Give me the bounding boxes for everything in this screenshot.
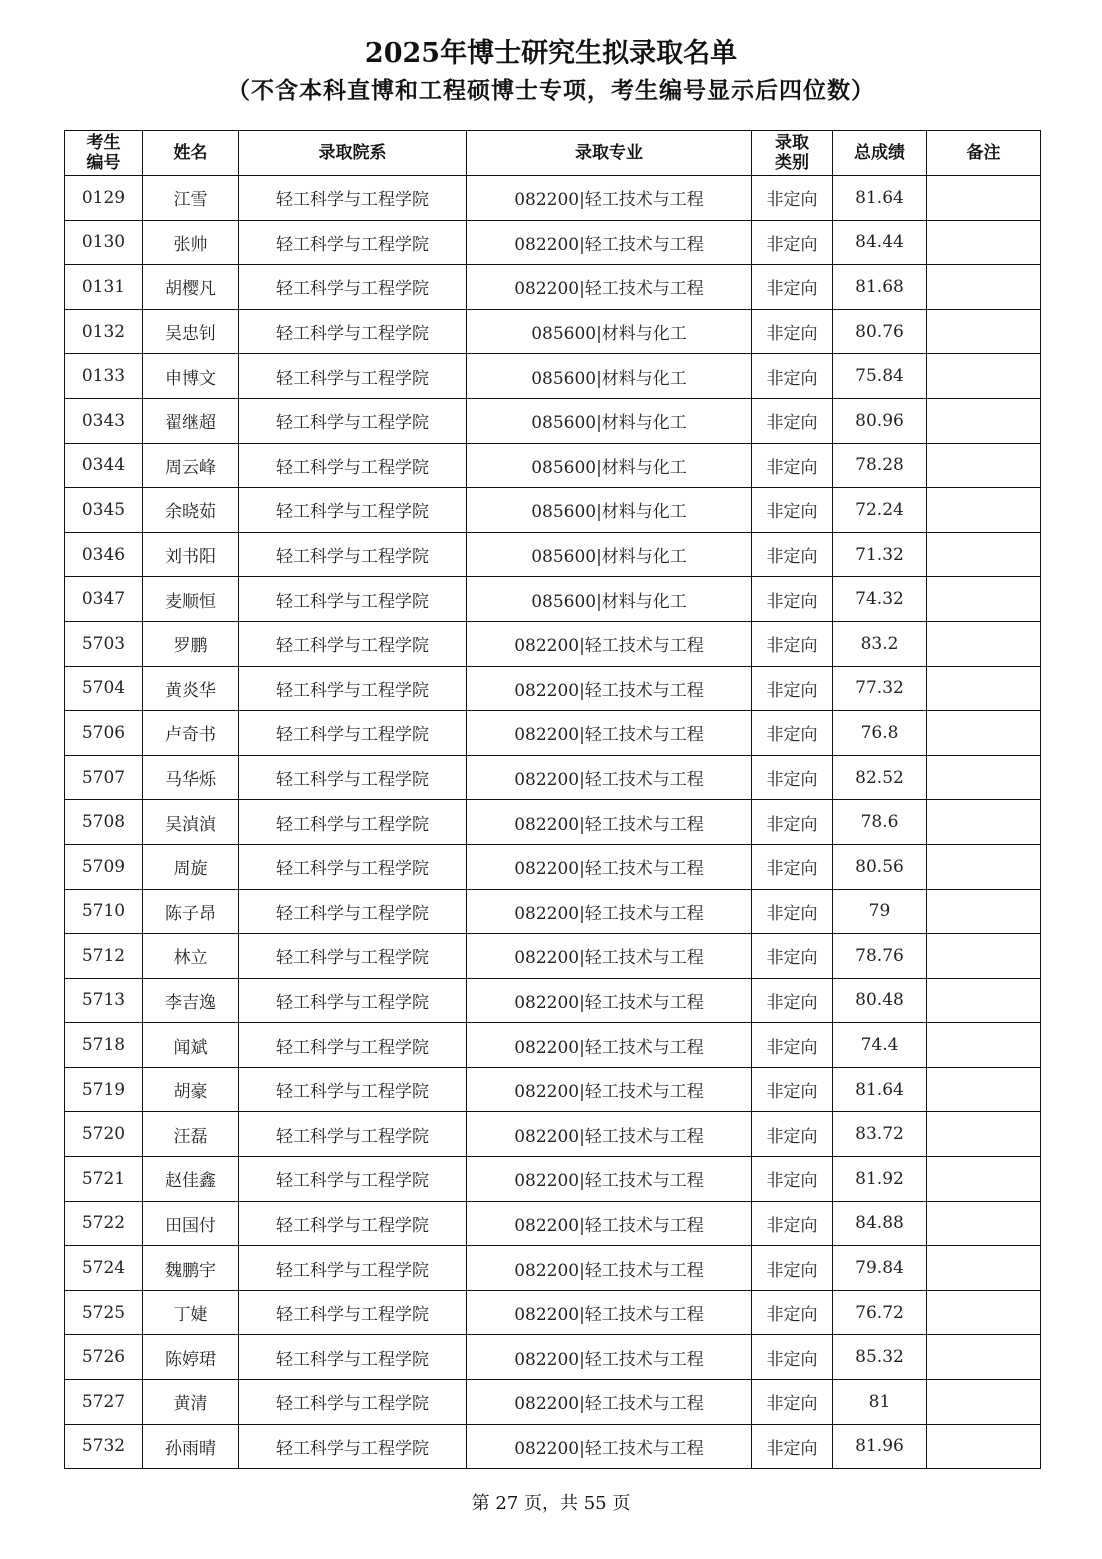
total-score-cell: 80.56	[833, 844, 927, 889]
name-cell: 丁婕	[143, 1290, 239, 1335]
category-cell: 非定向	[752, 488, 833, 533]
column-header-total-score: 总成绩	[833, 131, 927, 176]
table-row	[65, 844, 1041, 889]
name-cell: 赵佳鑫	[143, 1157, 239, 1202]
category-cell: 非定向	[752, 755, 833, 800]
department-cell: 轻工科学与工程学院	[239, 844, 467, 889]
candidate-id-cell: 5706	[65, 711, 143, 756]
department-cell: 轻工科学与工程学院	[239, 1290, 467, 1335]
total-score-cell: 77.32	[833, 666, 927, 711]
table-row	[65, 800, 1041, 845]
department-cell: 轻工科学与工程学院	[239, 532, 467, 577]
category-cell: 非定向	[752, 1157, 833, 1202]
category-cell: 非定向	[752, 844, 833, 889]
total-score-cell: 81.64	[833, 176, 927, 221]
name-cell: 马华烁	[143, 755, 239, 800]
table-row	[65, 1201, 1041, 1246]
category-cell: 非定向	[752, 978, 833, 1023]
name-cell: 江雪	[143, 176, 239, 221]
name-cell: 罗鹏	[143, 621, 239, 666]
category-cell: 非定向	[752, 1201, 833, 1246]
table-row	[65, 220, 1041, 265]
total-score-cell: 81.64	[833, 1067, 927, 1112]
remarks-cell	[927, 488, 1041, 533]
total-score-cell: 74.4	[833, 1023, 927, 1068]
category-cell: 非定向	[752, 1290, 833, 1335]
candidate-id-cell: 0347	[65, 577, 143, 622]
remarks-cell	[927, 666, 1041, 711]
total-score-cell: 75.84	[833, 354, 927, 399]
name-cell: 张帅	[143, 220, 239, 265]
total-score-cell: 79	[833, 889, 927, 934]
category-cell: 非定向	[752, 176, 833, 221]
total-score-cell: 81.68	[833, 265, 927, 310]
category-cell: 非定向	[752, 220, 833, 265]
total-score-cell: 74.32	[833, 577, 927, 622]
department-cell: 轻工科学与工程学院	[239, 1424, 467, 1469]
candidate-id-cell: 5724	[65, 1246, 143, 1291]
total-score-cell: 81	[833, 1380, 927, 1425]
remarks-cell	[927, 978, 1041, 1023]
remarks-cell	[927, 1067, 1041, 1112]
remarks-cell	[927, 1424, 1041, 1469]
table-row	[65, 1380, 1041, 1425]
candidate-id-cell: 0345	[65, 488, 143, 533]
total-score-cell: 82.52	[833, 755, 927, 800]
department-cell: 轻工科学与工程学院	[239, 1335, 467, 1380]
page-footer: 第 27 页，共 55 页	[471, 1493, 631, 1514]
table-row	[65, 176, 1041, 221]
department-cell: 轻工科学与工程学院	[239, 220, 467, 265]
category-cell: 非定向	[752, 711, 833, 756]
category-cell: 非定向	[752, 1023, 833, 1068]
total-score-cell: 78.6	[833, 800, 927, 845]
department-cell: 轻工科学与工程学院	[239, 1023, 467, 1068]
department-cell: 轻工科学与工程学院	[239, 265, 467, 310]
category-cell: 非定向	[752, 1112, 833, 1157]
category-cell: 非定向	[752, 621, 833, 666]
department-cell: 轻工科学与工程学院	[239, 398, 467, 443]
name-cell: 翟继超	[143, 398, 239, 443]
department-cell: 轻工科学与工程学院	[239, 1380, 467, 1425]
total-score-cell: 71.32	[833, 532, 927, 577]
table-row	[65, 1335, 1041, 1380]
total-score-cell: 84.88	[833, 1201, 927, 1246]
page-subtitle: （不含本科直博和工程硕博士专项，考生编号显示后四位数）	[227, 77, 875, 104]
table-row	[65, 978, 1041, 1023]
name-cell: 林立	[143, 934, 239, 979]
department-cell: 轻工科学与工程学院	[239, 711, 467, 756]
total-score-cell: 78.76	[833, 934, 927, 979]
name-cell: 陈子昂	[143, 889, 239, 934]
department-cell: 轻工科学与工程学院	[239, 488, 467, 533]
department-cell: 轻工科学与工程学院	[239, 755, 467, 800]
name-cell: 余晓茹	[143, 488, 239, 533]
table-row	[65, 755, 1041, 800]
major-cell: 082200|轻工技术与工程	[467, 934, 752, 979]
candidate-id-cell: 5721	[65, 1157, 143, 1202]
candidate-id-cell: 5719	[65, 1067, 143, 1112]
table-row	[65, 1023, 1041, 1068]
major-cell: 082200|轻工技术与工程	[467, 176, 752, 221]
department-cell: 轻工科学与工程学院	[239, 443, 467, 488]
candidate-id-cell: 0131	[65, 265, 143, 310]
column-header-major: 录取专业	[467, 131, 752, 176]
remarks-cell	[927, 755, 1041, 800]
table-row	[65, 1067, 1041, 1112]
remarks-cell	[927, 265, 1041, 310]
column-header-department: 录取院系	[239, 131, 467, 176]
total-score-cell: 76.8	[833, 711, 927, 756]
table-row	[65, 577, 1041, 622]
remarks-cell	[927, 711, 1041, 756]
category-cell: 非定向	[752, 1067, 833, 1112]
candidate-id-cell: 5726	[65, 1335, 143, 1380]
major-cell: 082200|轻工技术与工程	[467, 889, 752, 934]
candidate-id-cell: 0129	[65, 176, 143, 221]
major-cell: 082200|轻工技术与工程	[467, 1380, 752, 1425]
major-cell: 082200|轻工技术与工程	[467, 1246, 752, 1291]
total-score-cell: 80.96	[833, 398, 927, 443]
table-row	[65, 1246, 1041, 1291]
table-row	[65, 934, 1041, 979]
category-cell: 非定向	[752, 309, 833, 354]
candidate-id-cell: 0133	[65, 354, 143, 399]
table-row	[65, 354, 1041, 399]
name-cell: 胡豪	[143, 1067, 239, 1112]
department-cell: 轻工科学与工程学院	[239, 1112, 467, 1157]
category-cell: 非定向	[752, 265, 833, 310]
major-cell: 082200|轻工技术与工程	[467, 220, 752, 265]
major-cell: 085600|材料与化工	[467, 309, 752, 354]
admission-table	[64, 130, 1041, 1469]
name-cell: 汪磊	[143, 1112, 239, 1157]
candidate-id-cell: 5727	[65, 1380, 143, 1425]
major-cell: 082200|轻工技术与工程	[467, 1067, 752, 1112]
category-cell: 非定向	[752, 1424, 833, 1469]
total-score-cell: 80.48	[833, 978, 927, 1023]
department-cell: 轻工科学与工程学院	[239, 577, 467, 622]
category-cell: 非定向	[752, 1380, 833, 1425]
candidate-id-cell: 5709	[65, 844, 143, 889]
table-row	[65, 1112, 1041, 1157]
department-cell: 轻工科学与工程学院	[239, 621, 467, 666]
name-cell: 胡樱凡	[143, 265, 239, 310]
name-cell: 周旋	[143, 844, 239, 889]
remarks-cell	[927, 176, 1041, 221]
category-cell: 非定向	[752, 354, 833, 399]
name-cell: 孙雨晴	[143, 1424, 239, 1469]
category-cell: 非定向	[752, 1246, 833, 1291]
department-cell: 轻工科学与工程学院	[239, 1201, 467, 1246]
category-cell: 非定向	[752, 934, 833, 979]
total-score-cell: 78.28	[833, 443, 927, 488]
candidate-id-cell: 5703	[65, 621, 143, 666]
name-cell: 卢奇书	[143, 711, 239, 756]
name-cell: 陈婷珺	[143, 1335, 239, 1380]
column-header-category: 录取 类别	[752, 131, 833, 176]
major-cell: 082200|轻工技术与工程	[467, 1290, 752, 1335]
candidate-id-cell: 0130	[65, 220, 143, 265]
table-row	[65, 621, 1041, 666]
total-score-cell: 83.72	[833, 1112, 927, 1157]
major-cell: 082200|轻工技术与工程	[467, 711, 752, 756]
name-cell: 刘书阳	[143, 532, 239, 577]
department-cell: 轻工科学与工程学院	[239, 1246, 467, 1291]
remarks-cell	[927, 1335, 1041, 1380]
table-row	[65, 443, 1041, 488]
major-cell: 082200|轻工技术与工程	[467, 1201, 752, 1246]
total-score-cell: 76.72	[833, 1290, 927, 1335]
department-cell: 轻工科学与工程学院	[239, 800, 467, 845]
remarks-cell	[927, 220, 1041, 265]
category-cell: 非定向	[752, 800, 833, 845]
table-row	[65, 398, 1041, 443]
table-row	[65, 666, 1041, 711]
candidate-id-cell: 0346	[65, 532, 143, 577]
candidate-id-cell: 5732	[65, 1424, 143, 1469]
column-header-candidate-id: 考生 编号	[65, 131, 143, 176]
table-row	[65, 265, 1041, 310]
category-cell: 非定向	[752, 532, 833, 577]
name-cell: 吴湞湞	[143, 800, 239, 845]
remarks-cell	[927, 1112, 1041, 1157]
candidate-id-cell: 5712	[65, 934, 143, 979]
name-cell: 申博文	[143, 354, 239, 399]
remarks-cell	[927, 1023, 1041, 1068]
table-row	[65, 1157, 1041, 1202]
major-cell: 082200|轻工技术与工程	[467, 1112, 752, 1157]
candidate-id-cell: 5713	[65, 978, 143, 1023]
candidate-id-cell: 5708	[65, 800, 143, 845]
major-cell: 085600|材料与化工	[467, 577, 752, 622]
remarks-cell	[927, 398, 1041, 443]
total-score-cell: 85.32	[833, 1335, 927, 1380]
department-cell: 轻工科学与工程学院	[239, 176, 467, 221]
total-score-cell: 84.44	[833, 220, 927, 265]
remarks-cell	[927, 1246, 1041, 1291]
category-cell: 非定向	[752, 889, 833, 934]
remarks-cell	[927, 844, 1041, 889]
remarks-cell	[927, 1157, 1041, 1202]
department-cell: 轻工科学与工程学院	[239, 1067, 467, 1112]
table-header-row	[65, 131, 1041, 176]
table-row	[65, 711, 1041, 756]
column-header-remarks: 备注	[927, 131, 1041, 176]
category-cell: 非定向	[752, 666, 833, 711]
department-cell: 轻工科学与工程学院	[239, 934, 467, 979]
total-score-cell: 83.2	[833, 621, 927, 666]
name-cell: 周云峰	[143, 443, 239, 488]
major-cell: 082200|轻工技术与工程	[467, 1023, 752, 1068]
table-row	[65, 309, 1041, 354]
total-score-cell: 81.96	[833, 1424, 927, 1469]
major-cell: 085600|材料与化工	[467, 532, 752, 577]
major-cell: 085600|材料与化工	[467, 398, 752, 443]
major-cell: 082200|轻工技术与工程	[467, 844, 752, 889]
total-score-cell: 79.84	[833, 1246, 927, 1291]
name-cell: 黄清	[143, 1380, 239, 1425]
department-cell: 轻工科学与工程学院	[239, 978, 467, 1023]
category-cell: 非定向	[752, 398, 833, 443]
candidate-id-cell: 5704	[65, 666, 143, 711]
column-header-name: 姓名	[143, 131, 239, 176]
remarks-cell	[927, 621, 1041, 666]
candidate-id-cell: 0343	[65, 398, 143, 443]
major-cell: 082200|轻工技术与工程	[467, 621, 752, 666]
remarks-cell	[927, 1290, 1041, 1335]
major-cell: 082200|轻工技术与工程	[467, 755, 752, 800]
total-score-cell: 80.76	[833, 309, 927, 354]
candidate-id-cell: 5725	[65, 1290, 143, 1335]
department-cell: 轻工科学与工程学院	[239, 889, 467, 934]
remarks-cell	[927, 443, 1041, 488]
name-cell: 黄炎华	[143, 666, 239, 711]
candidate-id-cell: 5707	[65, 755, 143, 800]
table-row	[65, 532, 1041, 577]
candidate-id-cell: 0344	[65, 443, 143, 488]
remarks-cell	[927, 532, 1041, 577]
table-row	[65, 1424, 1041, 1469]
table-row	[65, 488, 1041, 533]
candidate-id-cell: 0132	[65, 309, 143, 354]
category-cell: 非定向	[752, 1335, 833, 1380]
category-cell: 非定向	[752, 443, 833, 488]
major-cell: 082200|轻工技术与工程	[467, 265, 752, 310]
name-cell: 魏鹏宇	[143, 1246, 239, 1291]
department-cell: 轻工科学与工程学院	[239, 666, 467, 711]
total-score-cell: 72.24	[833, 488, 927, 533]
major-cell: 085600|材料与化工	[467, 443, 752, 488]
name-cell: 田国付	[143, 1201, 239, 1246]
remarks-cell	[927, 800, 1041, 845]
remarks-cell	[927, 577, 1041, 622]
major-cell: 082200|轻工技术与工程	[467, 978, 752, 1023]
major-cell: 082200|轻工技术与工程	[467, 666, 752, 711]
name-cell: 麦顺恒	[143, 577, 239, 622]
candidate-id-cell: 5718	[65, 1023, 143, 1068]
remarks-cell	[927, 354, 1041, 399]
major-cell: 082200|轻工技术与工程	[467, 800, 752, 845]
candidate-id-cell: 5720	[65, 1112, 143, 1157]
major-cell: 082200|轻工技术与工程	[467, 1424, 752, 1469]
table-row	[65, 889, 1041, 934]
department-cell: 轻工科学与工程学院	[239, 354, 467, 399]
major-cell: 085600|材料与化工	[467, 354, 752, 399]
remarks-cell	[927, 309, 1041, 354]
name-cell: 吴忠钊	[143, 309, 239, 354]
name-cell: 闻斌	[143, 1023, 239, 1068]
table-row	[65, 1290, 1041, 1335]
candidate-id-cell: 5710	[65, 889, 143, 934]
page-title: 2025年博士研究生拟录取名单	[364, 38, 738, 69]
department-cell: 轻工科学与工程学院	[239, 1157, 467, 1202]
remarks-cell	[927, 889, 1041, 934]
remarks-cell	[927, 1380, 1041, 1425]
department-cell: 轻工科学与工程学院	[239, 309, 467, 354]
major-cell: 082200|轻工技术与工程	[467, 1335, 752, 1380]
candidate-id-cell: 5722	[65, 1201, 143, 1246]
major-cell: 085600|材料与化工	[467, 488, 752, 533]
category-cell: 非定向	[752, 577, 833, 622]
major-cell: 082200|轻工技术与工程	[467, 1157, 752, 1202]
name-cell: 李吉逸	[143, 978, 239, 1023]
remarks-cell	[927, 934, 1041, 979]
remarks-cell	[927, 1201, 1041, 1246]
table-body	[65, 176, 1041, 1469]
total-score-cell: 81.92	[833, 1157, 927, 1202]
